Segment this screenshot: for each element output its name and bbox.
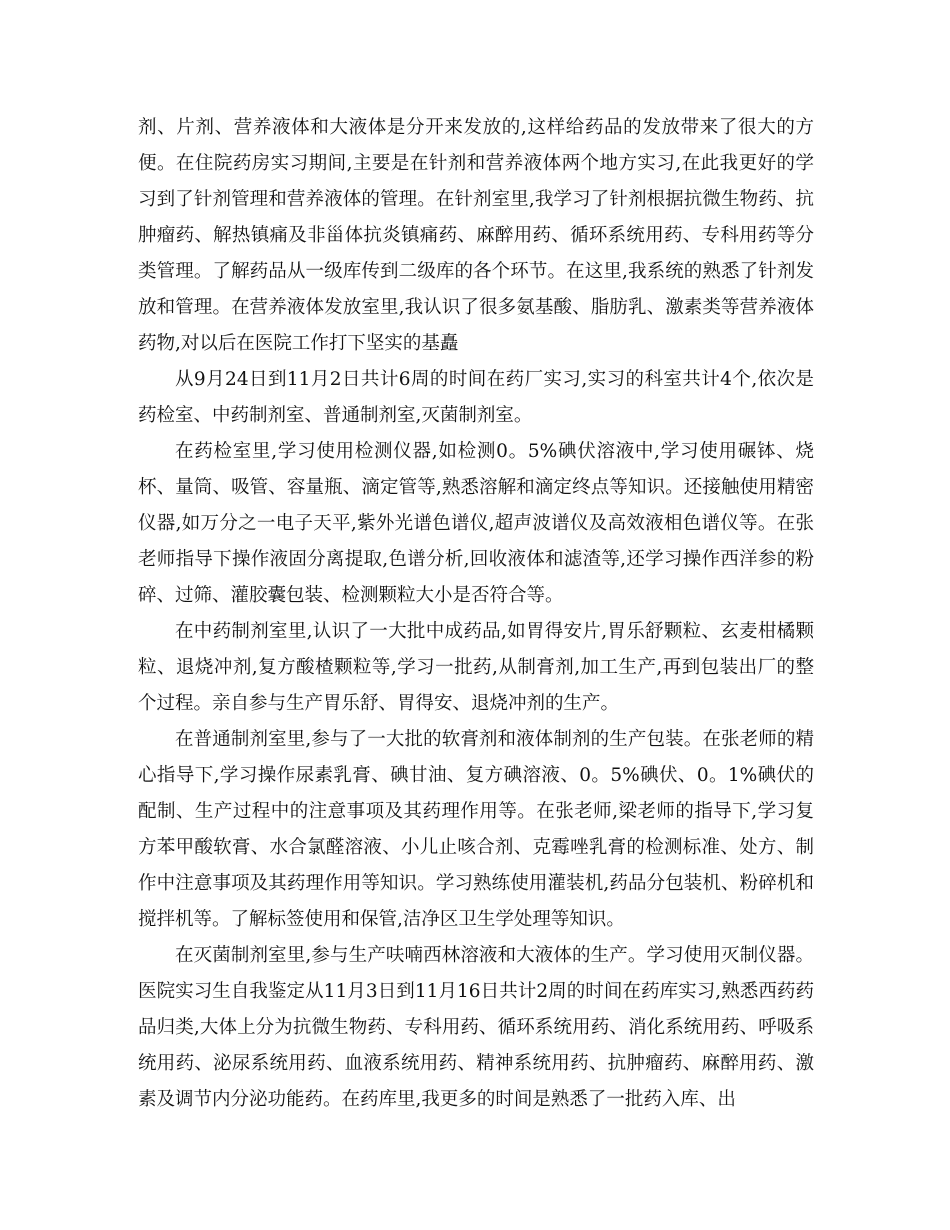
paragraph-4: 在中药制剂室里,认识了一大批中成药品,如胃得安片,胃乐舒颗粒、玄麦柑橘颗粒、退烧冲剂,复方酸楂颗粒等,学习一批药,从制膏剂,加工生产,再到包装出厂的整个过程。亲自参与生产胃乐舒、胃得安、退烧冲剂的生产。 [138,621,814,714]
paragraph-5: 在普通制剂室里,参与了一大批的软膏剂和液体制剂的生产包装。在张老师的精心指导下,学习操作尿素乳膏、碘甘油、复方碘溶液、0。5%碘伏、0。1%碘伏的配制、生产过程中的注意事项及其药理作用等。在张老师,梁老师的指导下,学习复方苯甲酸软膏、水合氯醛溶液、小儿止咳合剂、克霉唑乳膏的检测标准、处方、制作中注意事项及其药理作用等知识。学习熟练使用灌装机,药品分包装机、粉碎机和搅拌机等。了解标签使用和保管,洁净区卫生学处理等知识。 [138,729,814,930]
document-page [138,110,814,1190]
paragraph-1: 剂、片剂、营养液体和大液体是分开来发放的,这样给药品的发放带来了很大的方便。在住院药房实习期间,主要是在针剂和营养液体两个地方实习,在此我更好的学习到了针剂管理和营养液体的管理。在针剂室里,我学习了针剂根据抗微生物药、抗肿瘤药、解热镇痛及非甾体抗炎镇痛药、麻醉用药、循环系统用药、专科用药等分类管理。了解药品从一级库传到二级库的各个环节。在这里,我系统的熟悉了针剂发放和管理。在营养液体发放室里,我认识了很多氨基酸、脂肪乳、激素类等营养液体药物,对以后在医院工作打下坚实的基矗 [138,117,814,354]
paragraph-6: 在灭菌制剂室里,参与生产呋喃西林溶液和大液体的生产。学习使用灭制仪器。医院实习生自我鉴定从11月3日到11月16日共计2周的时间在药库实习,熟悉西药药品归类,大体上分为抗微生物药、专科用药、循环系统用药、消化系统用药、呼吸系统用药、泌尿系统用药、血液系统用药、精神系统用药、抗肿瘤药、麻醉用药、激素及调节内分泌功能药。在药库里,我更多的时间是熟悉了一批药入库、出 [138,945,814,1110]
paragraph-3: 在药检室里,学习使用检测仪器,如检测0。5%碘伏溶液中,学习使用碾钵、烧杯、量筒、吸管、容量瓶、滴定管等,熟悉溶解和滴定终点等知识。还接触使用精密仪器,如万分之一电子天平,紫外光谱色谱仪,超声波谱仪及高效液相色谱仪等。在张老师指导下操作液固分离提取,色谱分析,回收液体和滤渣等,还学习操作西洋参的粉碎、过筛、灌胶囊包装、检测颗粒大小是否符合等。 [138,441,814,606]
paragraph-2: 从9月24日到11月2日共计6周的时间在药厂实习,实习的科室共计4个,依次是药检室、中药制剂室、普通制剂室,灭菌制剂室。 [138,369,814,426]
